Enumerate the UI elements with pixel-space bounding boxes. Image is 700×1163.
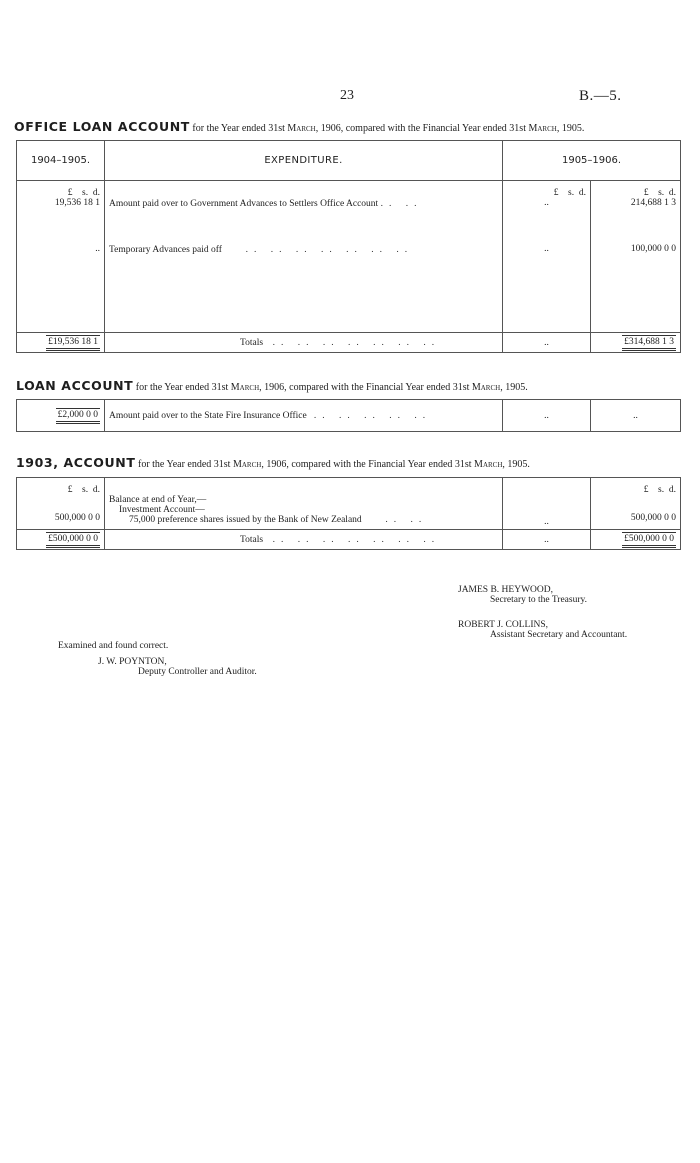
section3-total-label: Totals [240, 534, 264, 545]
section1-row1-dots: .. .. [380, 199, 423, 209]
section2-title-main: LOAN ACCOUNT [16, 378, 134, 393]
section1-title-march: March [287, 123, 316, 134]
unit-pence: d. [92, 485, 100, 495]
section1-total-sub: .. [503, 333, 591, 353]
section2-title-pre: for the Year ended 31st [135, 382, 231, 393]
section3-curr-cell [591, 478, 681, 530]
page-number: 23 [340, 88, 354, 103]
section1-title [14, 119, 584, 134]
section1-title-mid: , 1906, compared with the Financial Year ended 31st [315, 123, 529, 134]
section1-row2-sub: .. [544, 244, 549, 254]
section2-prev-cell [17, 400, 105, 432]
section3-total-curr-cell [591, 530, 681, 550]
document-reference: B.—5. [579, 88, 622, 104]
section1-row1-sub: .. [544, 198, 549, 208]
sig1-title: Secretary to the Treasury. [490, 595, 587, 605]
section2-table [16, 399, 681, 432]
section1-sub-cell [503, 181, 591, 333]
section1-title-pre: for the Year ended 31st [192, 123, 288, 134]
section1-total-curr-cell [591, 333, 681, 353]
section3-line2: Investment Account— [119, 505, 205, 515]
sig3-title: Deputy Controller and Auditor. [138, 667, 257, 677]
unit-pound: £ [553, 188, 559, 198]
unit-pence: d. [668, 485, 676, 495]
section3-sub-cell [503, 478, 591, 530]
section2-curr: .. [591, 400, 681, 432]
section3-curr-units [595, 485, 676, 495]
unit-shilling: s. [658, 188, 665, 198]
unit-pound: £ [643, 188, 649, 198]
section1-prev-units [21, 188, 100, 198]
section1-sub-units [507, 188, 586, 198]
section3-title-pre: for the Year ended 31st [137, 459, 233, 470]
section3-title-march: March [232, 459, 262, 470]
section3-prev-units [21, 485, 100, 495]
section3-line3: 75,000 preference shares issued by the Bank of New Zealand [129, 515, 362, 525]
section2-title-march: March [230, 382, 260, 393]
section3-total-label-cell [105, 530, 503, 550]
section2-title-mid: , 1906, compared with the Financial Year ended 31st [259, 382, 472, 393]
unit-pound: £ [643, 485, 649, 495]
section3-title-main: 1903, ACCOUNT [16, 455, 136, 470]
section1-row2 [109, 245, 498, 255]
section3-sub: .. [544, 517, 549, 527]
examined-note: Examined and found correct. [58, 641, 169, 651]
section3-line3-wrap [109, 515, 498, 525]
signature-secretary [458, 585, 587, 605]
section3-table [16, 477, 681, 550]
section1-total-dots: .. .. .. .. .. .. .. [272, 337, 441, 348]
unit-shilling: s. [658, 485, 665, 495]
section1-title-end: , 1905. [556, 123, 585, 134]
section1-row1 [109, 199, 498, 209]
section3-title-end: , 1905. [502, 459, 530, 470]
section3-total-dots: .. .. .. .. .. .. .. [272, 534, 441, 545]
section3-title [16, 455, 530, 470]
section3-title-march2: March [474, 459, 503, 470]
section1-row1-curr: 214,688 1 3 [630, 198, 677, 208]
unit-shilling: s. [568, 188, 575, 198]
section1-total-prev: £19,536 18 1 [46, 335, 100, 351]
section1-row1-desc: Amount paid over to Government Advances to Settlers Office Account [109, 199, 379, 209]
section2-sub: .. [503, 400, 591, 432]
unit-pound: £ [67, 485, 73, 495]
sig1-name: JAMES B. HEYWOOD, [458, 585, 553, 595]
section1-title-main: OFFICE LOAN ACCOUNT [14, 119, 190, 134]
section1-row2-curr: 100,000 0 0 [630, 244, 677, 254]
section3-curr: 500,000 0 0 [630, 513, 676, 523]
section3-title-mid: , 1906, compared with the Financial Year ended 31st [261, 459, 475, 470]
sig2-name: ROBERT J. COLLINS, [458, 620, 549, 630]
section3-line3-dots: .. .. [385, 515, 428, 525]
section1-desc-cell [105, 181, 503, 333]
unit-shilling: s. [82, 485, 89, 495]
section1-table [16, 140, 681, 353]
section3-total-sub: .. [503, 530, 591, 550]
section1-row2-desc: Temporary Advances paid off [109, 245, 222, 255]
section1-title-march2: March [528, 123, 557, 134]
section2-desc-cell [105, 400, 503, 432]
section2-title-end: , 1905. [500, 382, 528, 393]
section1-row1-prev: 19,536 18 1 [54, 198, 100, 208]
section2-prev: £2,000 0 0 [56, 408, 100, 424]
section1-row2-dots: .. .. .. .. .. .. .. [245, 245, 414, 255]
section1-col-prev: 1904–1905. [17, 141, 105, 181]
section3-prev: 500,000 0 0 [54, 513, 100, 523]
section1-row2-prev: .. [95, 244, 100, 254]
section2-title [16, 378, 528, 393]
section1-total-prev-cell [17, 333, 105, 353]
section1-curr-cell [591, 181, 681, 333]
sig2-title: Assistant Secretary and Accountant. [490, 630, 628, 640]
section1-col-expenditure: EXPENDITURE. [105, 141, 503, 181]
sig3-name: J. W. POYNTON, [98, 657, 167, 667]
unit-pence: d. [668, 188, 677, 198]
section3-line1: Balance at end of Year,— [109, 495, 207, 505]
section2-dots: .. .. .. .. .. [313, 410, 432, 421]
section3-total-prev-cell [17, 530, 105, 550]
section3-total-prev: £500,000 0 0 [46, 532, 100, 548]
section2-title-march2: March [471, 382, 501, 393]
section1-total-label: Totals [240, 337, 264, 348]
section3-total-curr: £500,000 0 0 [622, 532, 676, 548]
section3-prev-cell [17, 478, 105, 530]
unit-pence: d. [578, 188, 586, 198]
section3-desc-cell [105, 478, 503, 530]
section1-curr-units [595, 188, 676, 198]
section1-total-label-cell [105, 333, 503, 353]
unit-pence: d. [92, 188, 100, 198]
section1-total-curr: £314,688 1 3 [622, 335, 676, 351]
signature-auditor [98, 657, 257, 677]
unit-pound: £ [67, 188, 73, 198]
section1-col-curr: 1905–1906. [503, 141, 681, 181]
unit-shilling: s. [82, 188, 89, 198]
signature-accountant [458, 620, 627, 640]
section2-desc: Amount paid over to the State Fire Insurance Office [109, 410, 307, 421]
section1-prev-cell [17, 181, 105, 333]
